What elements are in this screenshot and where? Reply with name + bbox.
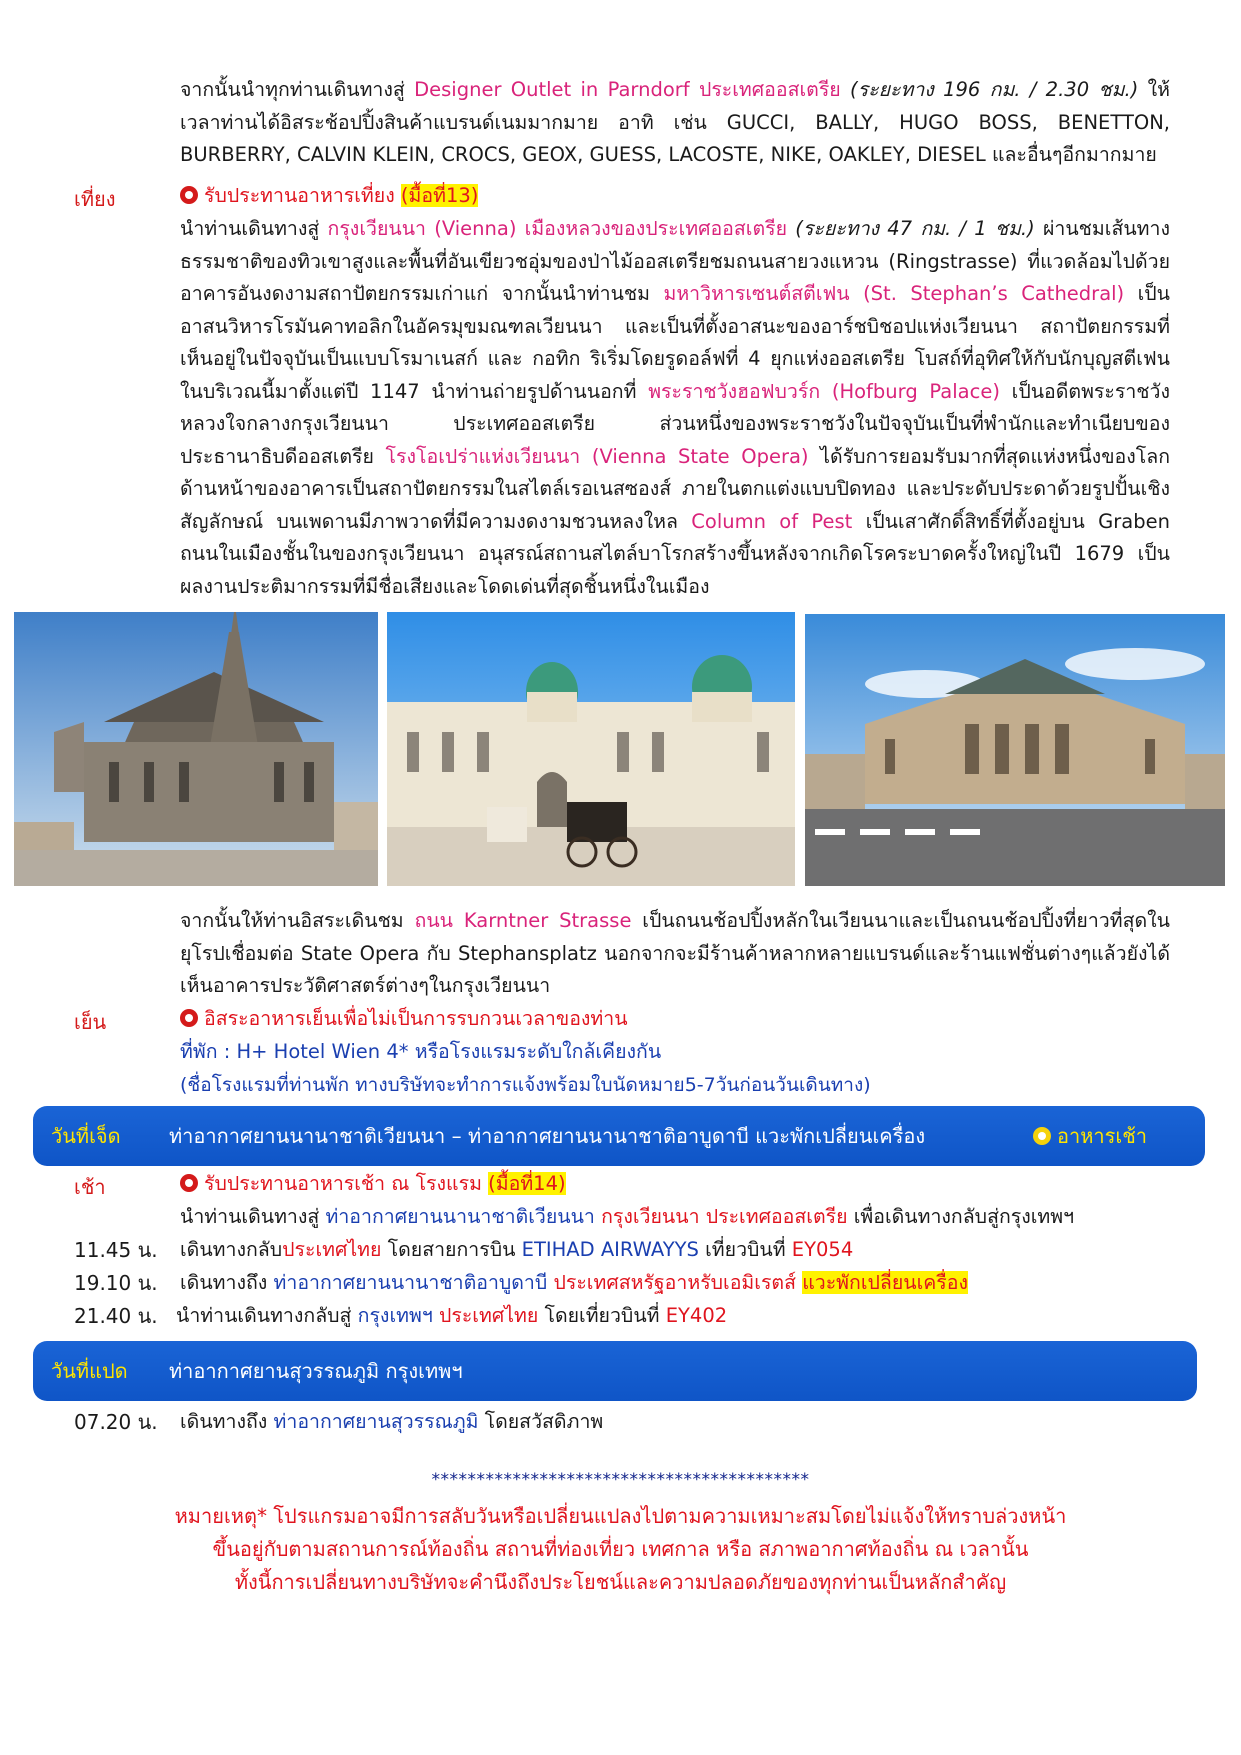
day-title: ท่าอากาศยานสุวรรณภูมิ กรุงเทพฯ — [169, 1359, 463, 1383]
meal-number: (มื้อที่14) — [488, 1172, 566, 1195]
airline-name: ETIHAD AIRWAYYS — [521, 1238, 699, 1261]
street-name: ถนน Karntner Strasse — [414, 909, 632, 932]
photo-vienna-state-opera — [805, 614, 1225, 886]
country-name: ประเทศไทย — [438, 1304, 539, 1327]
photo-hofburg-palace — [387, 612, 795, 886]
flight-1-line — [180, 1234, 1180, 1267]
hotel-line: ที่พัก : H+ Hotel Wien 4* หรือโรงแรมระดับใกล้เคียงกัน — [180, 1040, 662, 1063]
text: นำท่านเดินทางสู่ — [180, 217, 328, 240]
city-name: กรุงเทพฯ — [357, 1304, 433, 1327]
time-label: 19.10 น. — [74, 1271, 158, 1295]
time-label: 11.45 น. — [74, 1238, 158, 1262]
vienna-paragraph — [180, 213, 1170, 603]
day-7-header — [33, 1106, 1205, 1166]
country-name: ประเทศสหรัฐอาหรับเอมิเรตส์ — [553, 1271, 796, 1294]
time-label: 07.20 น. — [74, 1410, 158, 1434]
lunch-label: เที่ยง — [74, 187, 116, 211]
flight-2-line — [176, 1300, 1176, 1333]
text: ให้เวลาท่านได้อิสระช้อปปิ้งสินค้าแบรนด์เนมมากมาย อาทิ เช่น GUCCI, BALLY, HUGO BOSS, BENETTON, BURBERRY, CALVIN KLEIN, CROCS, GEOX, GUESS, LACOSTE, NIKE, OAKLEY, DIESEL และอื่นๆอีกมากมาย — [180, 78, 1170, 166]
meal-icon — [180, 1009, 198, 1027]
opera-name: โรงโอเปร่าแห่งเวียนนา (Vienna State Opera) — [385, 444, 809, 468]
distance: (ระยะทาง 196 กม. / 2.30 ชม.) — [840, 78, 1139, 101]
text: นำท่านเดินทางสู่ — [180, 1205, 326, 1228]
place-name: กรุงเวียนนา ประเทศออสเตรีย — [601, 1205, 848, 1228]
meal-icon — [180, 1174, 198, 1192]
note-line-2: ขึ้นอยู่กับตามสถานการณ์ท้องถิ่น สถานที่ท่องเที่ยว เทศกาล หรือ สภาพอากาศท้องถิ่น ณ เวลานั้น — [212, 1537, 1029, 1561]
text: เป็นอาสนวิหารโรมันคาทอลิกในอัครมุขมณฑลเวียนนา และเป็นที่ตั้งอาสนะของอาร์ชบิชอปแห่งเวียนนา สถาปัตยกรรมที่เห็นอยู่ในปัจจุบันเป็นแบบโรมาเนสก์ และ กอทิก ริเริ่มโดยรูดอล์ฟที่ 4 ยุกแห่งออสเตรีย โบสถ์ที่อุทิศให้กับนักบุญสตีเฟนในบริเวณนี้มาตั้งแต่ปี 1147 นำท่านถ่ายรูปด้านนอกที่ — [180, 282, 1170, 403]
text: เป็นอดีตพระราชวังหลวงใจกลางกรุงเวียนนา ประเทศออสเตรีย ส่วนหนึ่งของพระราชวังในปัจจุบันเป็นที่พำนักและทำเนียบของประธานาธิบดีออสเตรีย — [180, 379, 1171, 468]
text: จากนั้นนำทุกท่านเดินทางสู่ — [180, 78, 415, 101]
arrive-1-line — [180, 1267, 1180, 1300]
day-meals — [1033, 1120, 1147, 1152]
text: จากนั้นให้ท่านอิสระเดินชม — [180, 909, 415, 932]
outlet-paragraph — [180, 74, 1170, 172]
hotel-note: (ชื่อโรงแรมที่ท่านพัก ทางบริษัทจะทำการแจ้งพร้อมใบนัดหมาย5-7วันก่อนวันเดินทาง) — [180, 1074, 871, 1096]
lunch-line — [180, 180, 1180, 213]
text: เดินทางถึง — [180, 1410, 274, 1433]
transit-note: แวะพักเปลี่ยนเครื่อง — [802, 1271, 969, 1294]
note-line-1: หมายเหตุ* โปรแกรมอาจมีการสลับวันหรือเปลี่ยนแปลงไปตามความเหมาะสมโดยไม่แจ้งให้ทราบล่วงหน้า — [174, 1504, 1067, 1528]
text: เดินทางกลับ — [180, 1238, 283, 1261]
day-8-header — [33, 1341, 1197, 1401]
text: โดยเที่ยวบินที่ — [538, 1304, 666, 1327]
dinner-label: เย็น — [74, 1010, 107, 1034]
text: โดยสายการบิน — [381, 1238, 522, 1261]
text: โดยสวัสดิภาพ — [478, 1410, 604, 1433]
airport-name: ท่าอากาศยานนานาชาติเวียนนา — [325, 1205, 595, 1228]
breakfast-line — [180, 1168, 1180, 1201]
text: ได้รับการยอมรับมากที่สุดแห่งหนึ่งของโลก ด้านหน้าของอาคารเป็นสถาปัตยกรรมในสไตล์เรอเนสซองส์ ภายในตกแต่งแบบปิดทอง และประดับประดาด้วยรูปปั้นเชิงสัญลักษณ์ บนเพดานมีภาพวาดที่มีความงดงามชวนหลงใหล — [180, 444, 1170, 533]
note-line-3: ทั้งนี้การเปลี่ยนทางบริษัทจะคำนึงถึงประโยชน์และความปลอดภัยของทุกท่านเป็นหลักสำคัญ — [234, 1570, 1007, 1594]
meal-icon — [180, 186, 198, 204]
meal-number: (มื้อที่13) — [400, 184, 479, 207]
text: เที่ยวบินที่ — [698, 1238, 792, 1261]
text: เป็นเสาศักดิ์สิทธิ์ที่ตั้งอยู่บน Graben ถนนในเมืองชั้นในของกรุงเวียนนา อนุสรณ์สถานสไตล์บาโรกสร้างขึ้นหลังจากเกิดโรคระบาดครั้งใหญ่ในปี 1679 เป็นผลงานประติมากรรมที่มีชื่อเสียงและโดดเด่นที่สุดชิ้นหนึ่งในเมือง — [180, 509, 1170, 598]
flight-number: EY402 — [665, 1304, 728, 1327]
text: เพื่อเดินทางกลับสู่กรุงเทพฯ — [847, 1205, 1075, 1228]
airport-line — [180, 1201, 1180, 1234]
text: นำท่านเดินทางกลับสู่ — [176, 1304, 358, 1327]
outlet-name: Designer Outlet in Parndorf ประเทศออสเตรีย — [414, 78, 841, 101]
text: เป็นถนนช้อปปิ้งหลักในเวียนนาและเป็นถนนช้อปปิ้งที่ยาวที่สุดในยุโรปเชื่อมต่อ State Opera กับ Stephansplatz นอกจากจะมีร้านค้าหลากหลายแบรนด์และร้านแฟชั่นต่างๆแล้วยังได้เห็นอาคารประวัติศาสตร์ต่างๆในกรุงเวียนนา — [180, 909, 1170, 997]
cathedral-name: มหาวิหารเซนต์สตีเฟน (St. Stephan’s Cathedral) — [663, 282, 1125, 305]
dinner-line — [180, 1003, 1180, 1036]
day-number: วันที่แปด — [51, 1359, 128, 1383]
lunch-text: รับประทานอาหารเที่ยง — [204, 184, 401, 207]
meals-text: อาหารเช้า — [1057, 1124, 1148, 1148]
day-number: วันที่เจ็ด — [51, 1124, 121, 1148]
airport-name: ท่าอากาศยานสุวรรณภูมิ — [273, 1410, 479, 1433]
divider: ****************************************** — [431, 1470, 810, 1490]
column-name: Column of Pest — [691, 509, 853, 533]
breakfast-label: เช้า — [74, 1175, 106, 1199]
arrive-2-line — [180, 1406, 1180, 1439]
time-label: 21.40 น. — [74, 1304, 158, 1328]
meal-icon — [1033, 1127, 1051, 1145]
vienna-name: กรุงเวียนนา (Vienna) เมืองหลวงของประเทศออสเตรีย — [327, 217, 788, 240]
dinner-text: อิสระอาหารเย็นเพื่อไม่เป็นการรบกวนเวลาของท่าน — [204, 1007, 628, 1030]
country-name: ประเทศไทย — [282, 1238, 382, 1261]
karntner-paragraph — [180, 905, 1170, 1003]
text: เดินทางถึง — [180, 1271, 274, 1294]
text: ผ่านชมเส้นทางธรรมชาติของทิวเขาสูงและพื้นที่อันเขียวชอุ่มของป่าไม้ออสเตรียชมถนนสายวงแหวน (Ringstrasse) ที่แวดล้อมไปด้วยอาคารอันงดงามสถาปัตยกรรมเก่าแก่ จากนั้นนำท่านชม — [180, 217, 1170, 305]
distance: (ระยะทาง 47 กม. / 1 ชม.) — [787, 217, 1035, 240]
breakfast-text: รับประทานอาหารเช้า ณ โรงแรม — [204, 1172, 489, 1195]
photo-st-stephens-cathedral — [14, 612, 378, 886]
day-title: ท่าอากาศยานนานาชาติเวียนนา – ท่าอากาศยานนานาชาติอาบูดาบี แวะพักเปลี่ยนเครื่อง — [169, 1124, 926, 1148]
flight-number: EY054 — [791, 1238, 854, 1261]
hofburg-name: พระราชวังฮอฟบวร์ก (Hofburg Palace) — [648, 379, 1000, 403]
airport-name: ท่าอากาศยานนานาชาติอาบูดาบี — [273, 1271, 548, 1294]
